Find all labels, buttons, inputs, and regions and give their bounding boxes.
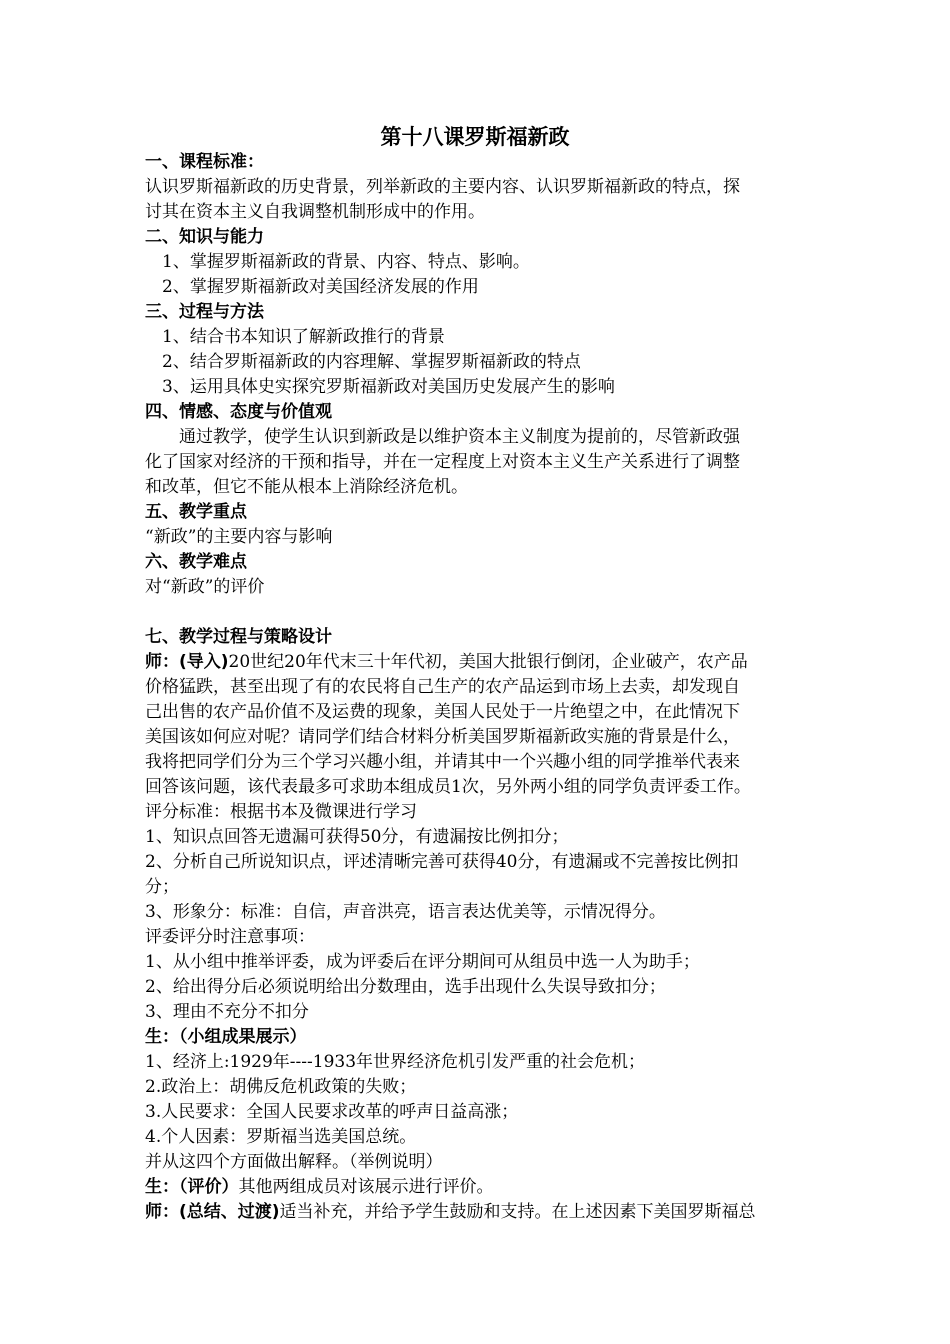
paragraph-line: “新政”的主要内容与影响 xyxy=(145,527,333,547)
section-heading-values: 四、情感、态度与价值观 xyxy=(145,402,332,422)
paragraph-line: 价格猛跌，甚至出现了有的农民将自己生产的农产品运到市场上去卖，却发现自 xyxy=(145,677,740,697)
paragraph-line: 并从这四个方面做出解释。（举例说明） xyxy=(145,1152,443,1172)
paragraph-line: 2.政治上：胡佛反危机政策的失败； xyxy=(145,1077,417,1097)
list-item: 2、掌握罗斯福新政对美国经济发展的作用 xyxy=(162,277,479,297)
paragraph-line: 对“新政”的评价 xyxy=(145,577,265,597)
paragraph-line: 评委评分时注意事项： xyxy=(145,927,315,947)
paragraph-line: 通过教学，使学生认识到新政是以维护资本主义制度为提前的，尽管新政强 xyxy=(179,427,740,447)
paragraph-line: 4.个人因素：罗斯福当选美国总统。 xyxy=(145,1127,417,1147)
paragraph-line: 讨其在资本主义自我调整机制形成中的作用。 xyxy=(145,202,485,222)
paragraph-text: 20世纪20年代末三十年代初，美国大批银行倒闭，企业破产，农产品 xyxy=(228,652,748,672)
section-heading-key-points: 五、教学重点 xyxy=(145,502,247,522)
paragraph-line: 和改革，但它不能从根本上消除经济危机。 xyxy=(145,477,468,497)
paragraph-line: 我将把同学们分为三个学习兴趣小组，并请其中一个兴趣小组的同学推举代表来 xyxy=(145,752,740,772)
student-evaluation-line xyxy=(145,1175,825,1200)
speaker-label-student: 生：（小组成果展示） xyxy=(145,1027,307,1047)
paragraph-text: 其他两组成员对该展示进行评价。 xyxy=(238,1177,494,1197)
paragraph-line: 1、知识点回答无遗漏可获得50分，有遗漏按比例扣分； xyxy=(145,827,569,847)
list-item: 2、结合罗斯福新政的内容理解、掌握罗斯福新政的特点 xyxy=(162,352,581,372)
paragraph-line: 1、经济上:1929年----1933年世界经济危机引发严重的社会危机； xyxy=(145,1052,646,1072)
paragraph-line: 化了国家对经济的干预和指导，并在一定程度上对资本主义生产关系进行了调整 xyxy=(145,452,740,472)
paragraph-text: 适当补充，并给予学生鼓励和支持。在上述因素下美国罗斯福总 xyxy=(279,1202,756,1222)
paragraph-line: 美国该如何应对呢？请同学们结合材料分析美国罗斯福新政实施的背景是什么， xyxy=(145,727,740,747)
teacher-summary-line xyxy=(145,1200,825,1225)
paragraph-line: 1、从小组中推举评委，成为评委后在评分期间可从组员中选一人为助手； xyxy=(145,952,700,972)
spacer xyxy=(145,600,825,625)
document-body xyxy=(145,150,825,1225)
paragraph-line: 回答该问题，该代表最多可求助本组成员1次，另外两小组的同学负责评委工作。 xyxy=(145,777,751,797)
paragraph-line: 3、形象分：标准：自信，声音洪亮，语言表达优美等，示情况得分。 xyxy=(145,902,666,922)
speaker-label-teacher: 师：(导入) xyxy=(145,652,229,672)
section-heading-standards: 一、课程标准： xyxy=(145,152,264,172)
page-title: 第十八课罗斯福新政 xyxy=(380,125,570,149)
section-heading-teaching-process: 七、教学过程与策略设计 xyxy=(145,627,332,647)
list-item: 1、掌握罗斯福新政的背景、内容、特点、影响。 xyxy=(162,252,530,272)
paragraph-line: 认识罗斯福新政的历史背景，列举新政的主要内容、认识罗斯福新政的特点，探 xyxy=(145,177,740,197)
paragraph-line: 评分标准：根据书本及微课进行学习 xyxy=(145,802,417,822)
paragraph-line: 2、给出得分后必须说明给出分数理由，选手出现什么失误导致扣分； xyxy=(145,977,666,997)
paragraph-line: 3、理由不充分不扣分 xyxy=(145,1002,309,1022)
paragraph-line: 2、分析自己所说知识点，评述清晰完善可获得40分，有遗漏或不完善按比例扣 xyxy=(145,852,739,872)
list-item: 1、结合书本知识了解新政推行的背景 xyxy=(162,327,445,347)
teacher-intro-line xyxy=(145,650,825,675)
speaker-label-teacher: 师：(总结、过渡) xyxy=(145,1202,280,1222)
paragraph-line: 己出售的农产品价值不及运费的现象，美国人民处于一片绝望之中，在此情况下 xyxy=(145,702,740,722)
section-heading-knowledge: 二、知识与能力 xyxy=(145,227,264,247)
paragraph-line: 分； xyxy=(145,877,179,897)
list-item: 3、运用具体史实探究罗斯福新政对美国历史发展产生的影响 xyxy=(162,377,615,397)
section-heading-difficulties: 六、教学难点 xyxy=(145,552,247,572)
section-heading-process: 三、过程与方法 xyxy=(145,302,264,322)
speaker-label-student: 生：（评价） xyxy=(145,1177,239,1197)
paragraph-line: 3.人民要求：全国人民要求改革的呼声日益高涨； xyxy=(145,1102,519,1122)
